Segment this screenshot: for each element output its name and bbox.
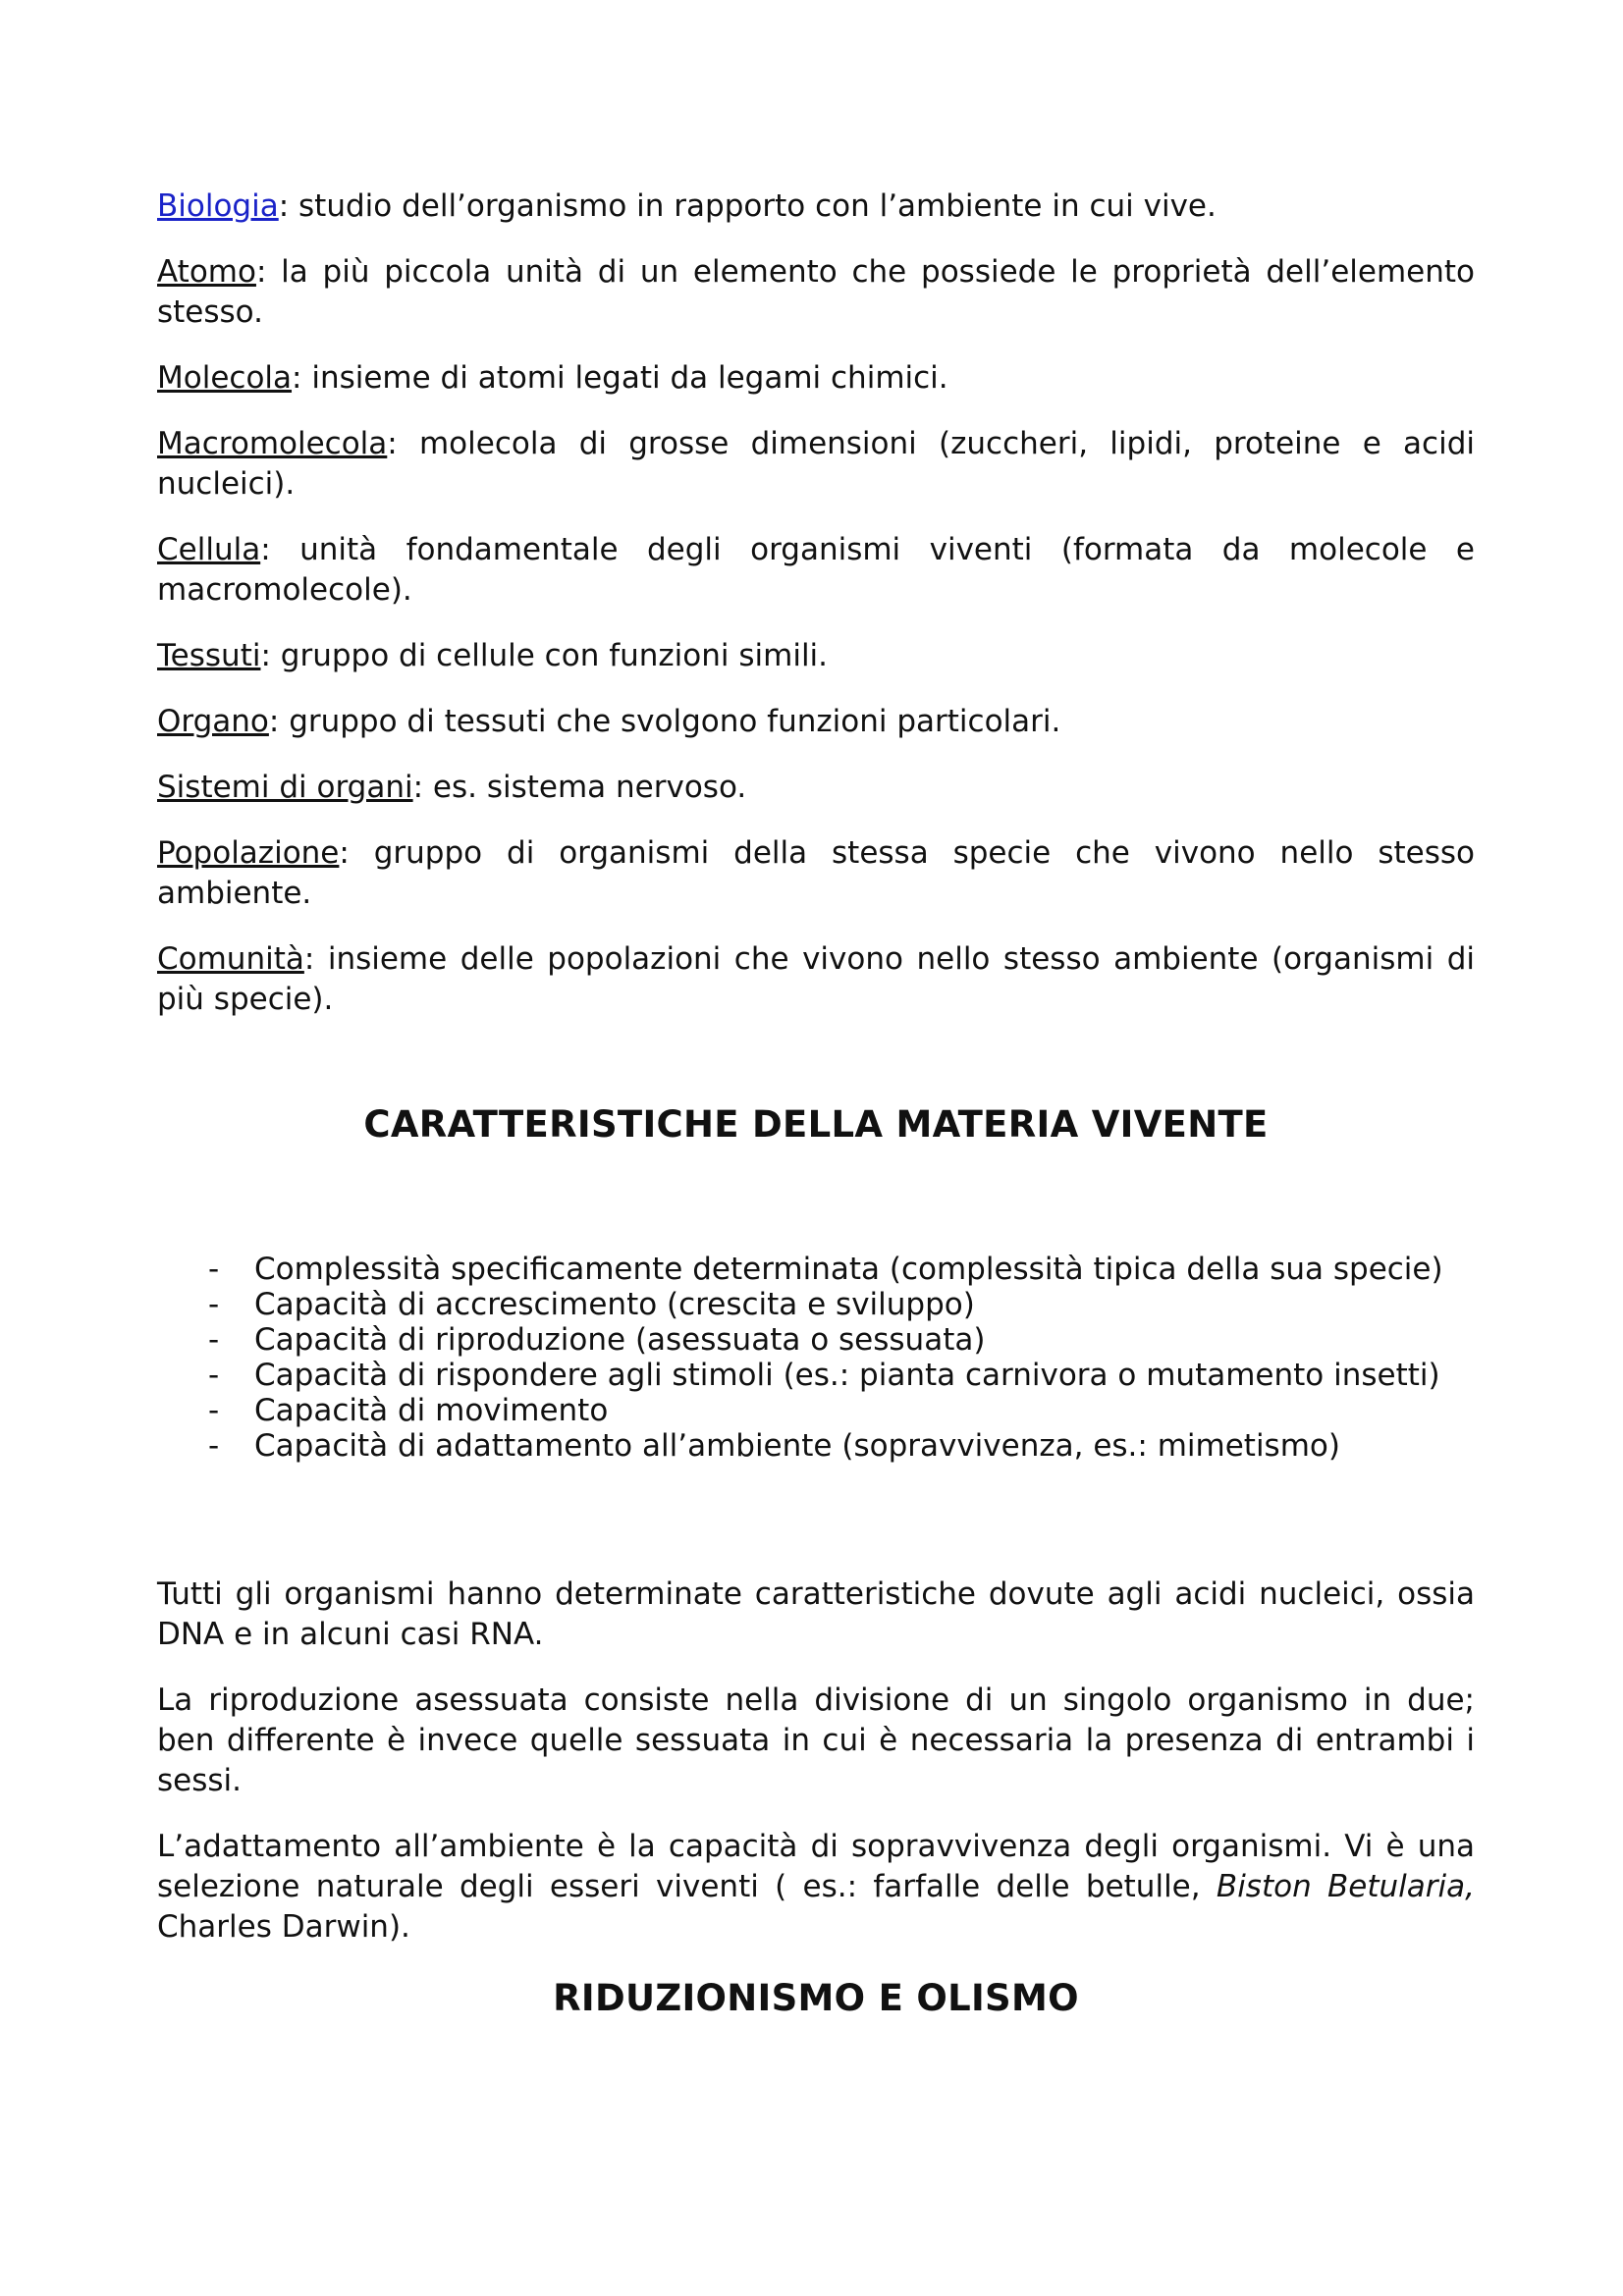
definition-tessuti: [157, 636, 1475, 676]
definition-atomo: [157, 252, 1475, 333]
definition-sistemi-di-organi: [157, 768, 1475, 808]
species-name: Biston Betularia,: [1216, 1869, 1475, 1904]
list-item-text: Capacità di adattamento all’ambiente (sopravvivenza, es.: mimetismo): [254, 1428, 1340, 1464]
list-item-text: Capacità di rispondere agli stimoli (es.: pianta carnivora o mutamento insetti): [254, 1358, 1440, 1393]
definition-text: : gruppo di tessuti che svolgono funzioni particolari.: [268, 704, 1061, 739]
definition-text: : studio dell’organismo in rapporto con l’ambiente in cui vive.: [278, 188, 1217, 224]
definition-text: : gruppo di cellule con funzioni simili.: [260, 638, 829, 673]
paragraph-text: L’adattamento all’ambiente è la capacità di sopravvivenza degli organismi. Vi è una selezione naturale degli esseri viventi ( es.: farfalle delle betulle,: [157, 1829, 1475, 1904]
definition-text: : insieme delle popolazioni che vivono nello stesso ambiente (organismi di più specie).: [157, 941, 1475, 1017]
list-item: [157, 1393, 1475, 1428]
paragraph-adattamento: [157, 1827, 1475, 1948]
definition-term: Popolazione: [157, 835, 340, 871]
paragraph-text: Charles Darwin).: [157, 1909, 410, 1945]
list-item-text: Capacità di riproduzione (asessuata o sessuata): [254, 1322, 986, 1358]
definition-biologia: [157, 187, 1475, 227]
definition-molecola: [157, 358, 1475, 399]
page-content: [157, 187, 1475, 2019]
definition-cellula: [157, 530, 1475, 611]
definition-term: Organo: [157, 704, 269, 739]
definition-term: Atomo: [157, 254, 256, 290]
list-item: [157, 1358, 1475, 1393]
definition-text: : molecola di grosse dimensioni (zuccheri, lipidi, proteine e acidi nucleici).: [157, 426, 1475, 502]
definition-text: : gruppo di organismi della stessa specie che vivono nello stesso ambiente.: [157, 835, 1475, 911]
list-bullet: -: [208, 1358, 220, 1393]
list-item: [157, 1252, 1475, 1287]
definition-popolazione: [157, 833, 1475, 914]
list-bullet: -: [208, 1252, 220, 1287]
definition-term-link[interactable]: Biologia: [157, 188, 279, 224]
list-item: [157, 1322, 1475, 1358]
definition-macromolecola: [157, 424, 1475, 505]
paragraph-riproduzione: La riproduzione asessuata consiste nella divisione di un singolo organismo in due; ben differente è invece quelle sessuata in cui è necessaria la presenza di entrambi i sessi.: [157, 1682, 1475, 1798]
definition-term: Comunità: [157, 941, 304, 977]
definition-term: Cellula: [157, 532, 261, 567]
list-bullet: -: [208, 1322, 220, 1358]
list-item-text: Complessità specificamente determinata (complessità tipica della sua specie): [254, 1252, 1443, 1287]
definition-term: Molecola: [157, 360, 293, 396]
definition-comunita: [157, 939, 1475, 1020]
definition-text: : la più piccola unità di un elemento che possiede le proprietà dell’elemento stesso.: [157, 254, 1475, 330]
list-item-text: Capacità di movimento: [254, 1393, 609, 1428]
list-item: [157, 1428, 1475, 1464]
definition-organo: [157, 702, 1475, 742]
list-bullet: -: [208, 1287, 220, 1322]
definition-term: Tessuti: [157, 638, 261, 673]
list-bullet: -: [208, 1393, 220, 1428]
definition-text: : es. sistema nervoso.: [412, 770, 747, 805]
section-heading-caratteristiche: CARATTERISTICHE DELLA MATERIA VIVENTE: [363, 1103, 1269, 1146]
definition-text: : insieme di atomi legati da legami chimici.: [292, 360, 948, 396]
list-bullet: -: [208, 1428, 220, 1464]
paragraph-acidi-nucleici: Tutti gli organismi hanno determinate caratteristiche dovute agli acidi nucleici, ossia DNA e in alcuni casi RNA.: [157, 1576, 1475, 1652]
list-item-text: Capacità di accrescimento (crescita e sviluppo): [254, 1287, 975, 1322]
definition-text: : unità fondamentale degli organismi viventi (formata da molecole e macromolecole).: [157, 532, 1475, 608]
list-item: [157, 1287, 1475, 1322]
definition-term: Sistemi di organi: [157, 770, 413, 805]
section-heading-riduzionismo: RIDUZIONISMO E OLISMO: [553, 1977, 1079, 2019]
definition-term: Macromolecola: [157, 426, 388, 461]
traits-list: [157, 1252, 1475, 1464]
